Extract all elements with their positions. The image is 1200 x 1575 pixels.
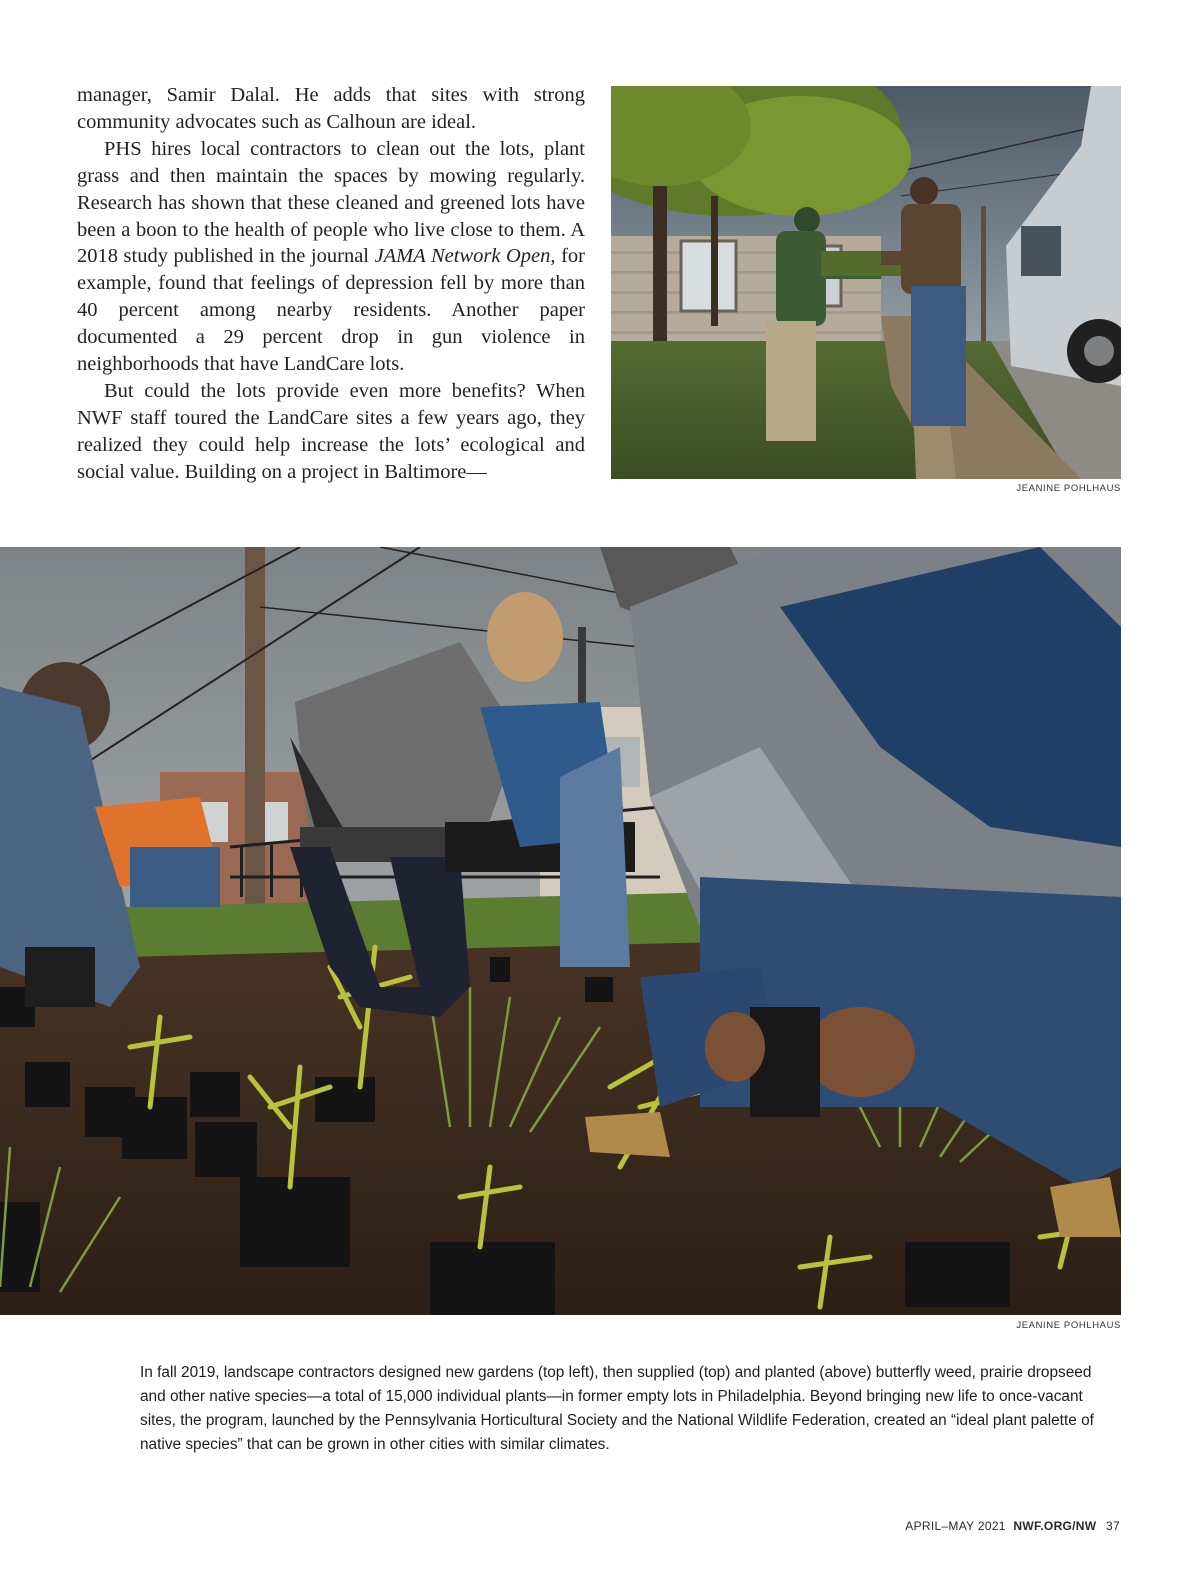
text-segment: PHS hires local contractors to clean out the lots, plant grass and then maintain the spaces by mowing regularly. Research has shown that these cleaned and greened lots have been a boon to the health of people who live close to them. A 2018 study published in the journal [77,137,585,268]
top-photo-credit: JEANINE POHLHAUS [1016,483,1121,494]
text-segment: manager, Samir Dalal. He adds that sites with strong community advocates such as Calhoun are ideal. [77,84,585,133]
main-photo-planting [0,547,1121,1315]
top-photo-plant-delivery [611,86,1121,479]
paragraph-1 [77,82,585,136]
main-photo-credit: JEANINE POHLHAUS [1016,1320,1121,1331]
paragraph-3 [77,378,585,486]
photo-caption: In fall 2019, landscape contractors designed new gardens (top left), then supplied (top) and planted (above) butterfly weed, prairie dropseed and other native species—a total of 15,000 individual plants—in former empty lots in Philadelphia. Beyond bringing new life to once-vacant sites, the program, launched by the Pennsylvania Horticultural Society and the National Wildlife Federation, created an “ideal plant palette of native species” that can be grown in other cities with similar climates. [140,1364,1094,1453]
text-segment: , for example, found that feelings of depression fell by more than 40 percent among nearby residents. Another paper documented a 29 percent drop in gun violence in neighborhoods that have LandCare lots. [77,245,585,376]
text-segment: But could the lots provide even more benefits? When NWF staff toured the LandCare sites a few years ago, they realized they could help increase the lots’ ecological and social value. Building on a project in Baltimore— [77,379,585,483]
page-footer [905,1519,1120,1533]
issue-date: APRIL–MAY 2021 [905,1519,1006,1533]
italic-text-segment: JAMA Network Open [374,245,551,268]
article-body [77,82,585,486]
paragraph-2 [77,136,585,378]
page-number: 37 [1106,1519,1120,1533]
website-url: NWF.ORG/NW [1013,1519,1097,1533]
